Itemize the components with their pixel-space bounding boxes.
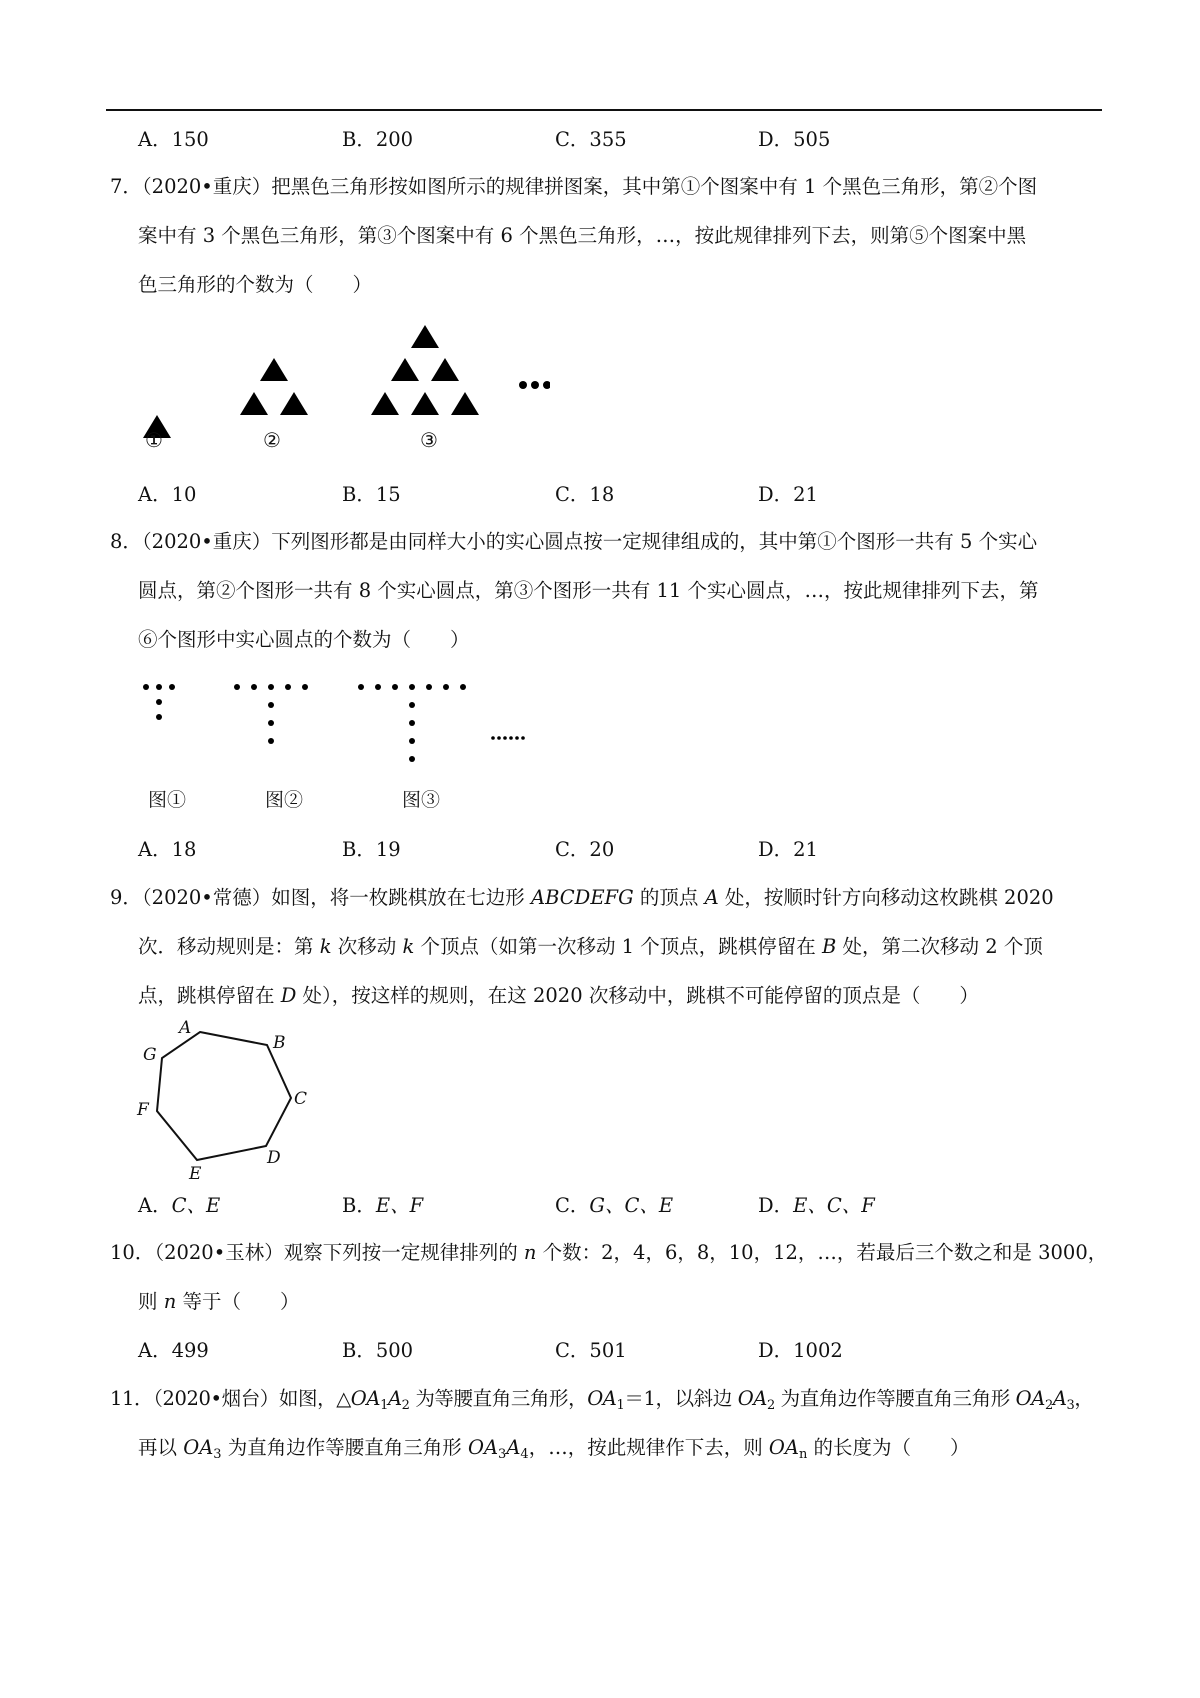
q7-triangle (240, 392, 268, 415)
q9-option-d[interactable]: D．E、C、F (758, 1194, 875, 1217)
q7-text-line-1: 7．（2020•重庆）把黑色三角形按如图所示的规律拼图案，其中第①个图案中有 1 个黑色三角形，第②个图 (110, 175, 1038, 198)
q8-option-d[interactable]: D．21 (758, 838, 818, 861)
q8-text-line-1: 8．（2020•重庆）下列图形都是由同样大小的实心圆点按一定规律组成的，其中第①个图形一共有 5 个实心 (110, 530, 1038, 553)
q9-heptagon-figure (130, 1015, 330, 1180)
q9-text-line-1: 9．（2020•常德）如图，将一枚跳棋放在七边形 ABCDEFG 的顶点 A 处，按顺时针方向移动这枚跳棋 2020 (110, 886, 1054, 909)
q6-option-b[interactable]: B．200 (342, 128, 414, 151)
q6-option-a[interactable]: A．150 (138, 128, 209, 151)
q7-option-b[interactable]: B．15 (342, 483, 401, 506)
q7-triangle (280, 392, 308, 415)
header-rule (106, 109, 1102, 111)
q10-option-c[interactable]: C．501 (555, 1339, 627, 1362)
q6-option-d[interactable]: D．505 (758, 128, 831, 151)
vertex-label-a: A (179, 1018, 192, 1038)
q9-option-a[interactable]: A．C、E (138, 1194, 221, 1217)
q7-triangle (371, 392, 399, 415)
vertex-label-d: D (267, 1148, 281, 1168)
q7-text-line-3: 色三角形的个数为（ ） (138, 273, 373, 296)
q8-figure-label-2: 图② (265, 789, 304, 811)
vertex-label-f: F (137, 1100, 149, 1120)
q7-triangle (260, 358, 288, 381)
q11-text-line-1: 11．（2020•烟台）如图，$\triangle OA_1A_2$ 为等腰直角三角形，$OA_1=1$，以斜边 $OA_2$ 为直角边作等腰直角三角形 $OA_2A_3$， (110, 1387, 1094, 1413)
q8-figure-label-1: 图① (148, 789, 187, 811)
q7-ellipsis-dot (531, 381, 539, 389)
q10-option-a[interactable]: A．499 (138, 1339, 209, 1362)
q6-option-c[interactable]: C．355 (555, 128, 627, 151)
q7-triangle (391, 358, 419, 381)
q7-triangle (431, 358, 459, 381)
q10-option-b[interactable]: B．500 (342, 1339, 414, 1362)
vertex-label-g: G (143, 1045, 157, 1065)
q10-option-d[interactable]: D．1002 (758, 1339, 843, 1362)
q9-option-b[interactable]: B．E、F (342, 1194, 424, 1217)
q7-option-d[interactable]: D．21 (758, 483, 818, 506)
q7-figure-label-2: ② (263, 428, 281, 452)
q7-figure-triangles (130, 320, 550, 460)
q8-text-line-2: 圆点，第②个图形一共有 8 个实心圆点，第③个图形一共有 11 个实心圆点，…，按此规律排列下去，第 (138, 579, 1039, 602)
q7-option-a[interactable]: A．10 (138, 483, 197, 506)
q7-option-c[interactable]: C．18 (555, 483, 615, 506)
q10-text-line-2: 则 n 等于（ ） (138, 1290, 300, 1313)
heptagon (157, 1032, 291, 1160)
q9-option-c[interactable]: C．G、C、E (555, 1194, 674, 1217)
q11-text-line-2: 再以 $OA_3$ 为直角边作等腰直角三角形 $OA_3A_4$，…，按此规律作下去，则 $OA_n$ 的长度为（ ） (138, 1436, 970, 1462)
q7-triangle (411, 325, 439, 348)
q7-triangle (451, 392, 479, 415)
q8-option-a[interactable]: A．18 (138, 838, 197, 861)
q7-figure-label-3: ③ (420, 428, 438, 452)
q7-ellipsis-dot (543, 381, 550, 389)
q8-figure-label-3: 图③ (402, 789, 441, 811)
q7-triangle (411, 392, 439, 415)
q7-text-line-2: 案中有 3 个黑色三角形，第③个图案中有 6 个黑色三角形，…，按此规律排列下去，则第⑤个图案中黑 (138, 224, 1027, 247)
q8-option-b[interactable]: B．19 (342, 838, 401, 861)
q8-option-c[interactable]: C．20 (555, 838, 615, 861)
q7-ellipsis-dot (519, 381, 527, 389)
q9-text-line-2: 次．移动规则是：第 k 次移动 k 个顶点（如第一次移动 1 个顶点，跳棋停留在 B 处，第二次移动 2 个顶 (138, 935, 1043, 958)
vertex-label-b: B (273, 1033, 286, 1053)
vertex-label-e: E (189, 1164, 202, 1180)
q9-text-line-3: 点，跳棋停留在 D 处），按这样的规则，在这 2020 次移动中，跳棋不可能停留的顶点是（ ） (138, 984, 979, 1007)
vertex-label-c: C (294, 1089, 308, 1109)
q8-text-line-3: ⑥个图形中实心圆点的个数为（ ） (138, 628, 470, 651)
q7-figure-label-1: ① (145, 428, 163, 452)
q10-text-line-1: 10．（2020•玉林）观察下列按一定规律排列的 n 个数：2，4，6，8，10，12，…，若最后三个数之和是 3000， (110, 1241, 1108, 1264)
q8-figure-dots (130, 675, 540, 780)
